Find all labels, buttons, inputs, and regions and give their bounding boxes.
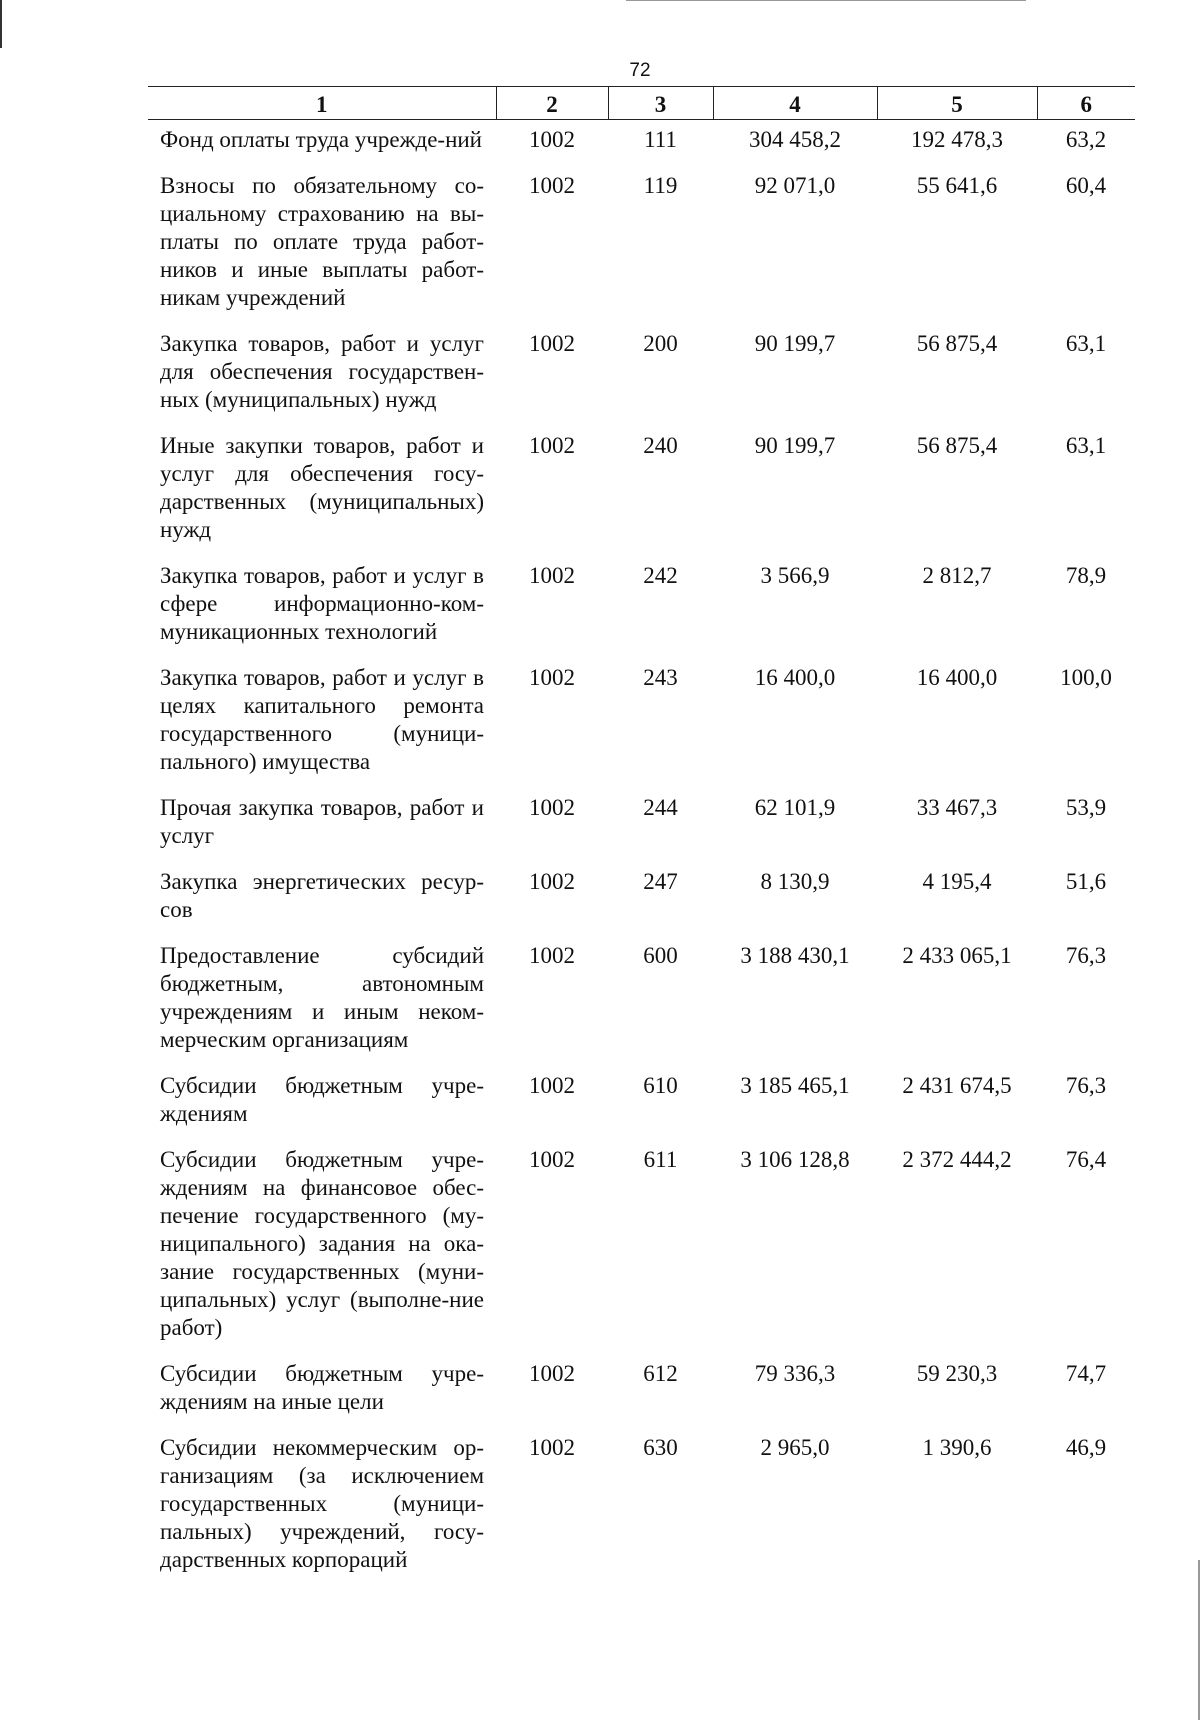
row-value-col-4: 2 965,0 [760, 1435, 830, 1460]
row-value-col-5: 1 390,6 [922, 1435, 992, 1460]
row-value-col-3: 611 [643, 1147, 678, 1172]
row-description: Иные закупки товаров, работ и услуг для обеспечения госу-дарственных (муниципальных) нужд [160, 433, 484, 542]
row-description: Субсидии бюджетным учре-ждениям на иные цели [160, 1361, 484, 1414]
scan-edge-top [626, 0, 1026, 1]
row-value-col-5: 2 433 065,1 [902, 943, 1012, 968]
header-col-1: 1 [148, 87, 496, 120]
row-value-col-3: 243 [643, 665, 678, 690]
row-value-col-3: 612 [643, 1361, 678, 1386]
row-value-col-4: 3 106 128,8 [740, 1147, 850, 1172]
header-col-6: 6 [1037, 87, 1135, 120]
budget-table-wrapper [148, 86, 1135, 1586]
row-value-col-5: 33 467,3 [916, 795, 998, 820]
table-row [148, 1428, 1135, 1586]
scan-edge-left [0, 0, 2, 48]
row-value-col-4: 3 188 430,1 [740, 943, 850, 968]
row-description: Взносы по обязательному со-циальному страхованию на вы-платы по оплате труда работ-ников и иные выплаты работ-никам учреждений [160, 173, 484, 310]
budget-table [148, 86, 1135, 1586]
row-value-col-3: 600 [643, 943, 678, 968]
row-value-col-3: 242 [643, 563, 678, 588]
row-value-col-5: 2 431 674,5 [902, 1073, 1012, 1098]
row-value-col-4: 90 199,7 [754, 433, 836, 458]
header-col-5: 5 [877, 87, 1037, 120]
row-value-col-6: 74,7 [1065, 1361, 1107, 1386]
row-value-col-6: 63,1 [1065, 433, 1107, 458]
row-value-col-2: 1002 [529, 869, 575, 894]
row-description: Закупка товаров, работ и услуг в сфере информационно-ком-муникационных технологий [160, 563, 484, 644]
row-description: Закупка товаров, работ и услуг для обеспечения государствен-ных (муниципальных) нужд [160, 331, 484, 412]
table-row [148, 556, 1135, 658]
row-value-col-2: 1002 [529, 1361, 575, 1386]
table-row [148, 862, 1135, 936]
row-value-col-3: 119 [643, 173, 678, 198]
row-value-col-6: 51,6 [1065, 869, 1107, 894]
row-value-col-3: 630 [643, 1435, 678, 1460]
row-value-col-6: 60,4 [1065, 173, 1107, 198]
row-value-col-4: 90 199,7 [754, 331, 836, 356]
row-value-col-2: 1002 [529, 943, 575, 968]
header-col-4: 4 [713, 87, 877, 120]
row-value-col-4: 3 566,9 [760, 563, 830, 588]
table-row [148, 658, 1135, 788]
row-value-col-5: 55 641,6 [916, 173, 998, 198]
table-header [148, 87, 1135, 120]
row-value-col-4: 3 185 465,1 [740, 1073, 850, 1098]
row-value-col-6: 76,4 [1065, 1147, 1107, 1172]
table-body [148, 120, 1135, 1587]
row-value-col-6: 76,3 [1065, 1073, 1107, 1098]
row-value-col-3: 244 [643, 795, 678, 820]
table-row [148, 936, 1135, 1066]
row-value-col-6: 100,0 [1060, 665, 1112, 690]
row-value-col-2: 1002 [529, 665, 575, 690]
row-value-col-5: 16 400,0 [916, 665, 998, 690]
row-value-col-5: 56 875,4 [916, 331, 998, 356]
row-value-col-2: 1002 [529, 1073, 575, 1098]
row-value-col-4: 62 101,9 [754, 795, 836, 820]
header-col-3: 3 [608, 87, 713, 120]
row-value-col-2: 1002 [529, 127, 575, 152]
row-value-col-2: 1002 [529, 1435, 575, 1460]
row-description: Закупка товаров, работ и услуг в целях капитального ремонта государственного (муници-пального) имущества [160, 665, 484, 774]
row-value-col-5: 192 478,3 [911, 127, 1003, 152]
row-description: Закупка энергетических ресур-сов [160, 869, 484, 922]
row-value-col-6: 78,9 [1065, 563, 1107, 588]
row-value-col-4: 8 130,9 [760, 869, 830, 894]
header-col-2: 2 [496, 87, 608, 120]
row-description: Прочая закупка товаров, работ и услуг [160, 795, 484, 848]
row-value-col-5: 59 230,3 [916, 1361, 998, 1386]
row-value-col-6: 53,9 [1065, 795, 1107, 820]
table-row [148, 788, 1135, 862]
row-value-col-6: 63,2 [1065, 127, 1107, 152]
row-value-col-2: 1002 [529, 433, 575, 458]
row-value-col-2: 1002 [529, 563, 575, 588]
row-value-col-4: 92 071,0 [754, 173, 836, 198]
row-value-col-4: 304 458,2 [749, 127, 841, 152]
row-value-col-3: 240 [643, 433, 678, 458]
table-row [148, 426, 1135, 556]
table-row [148, 1354, 1135, 1428]
page-number: 72 [629, 60, 651, 81]
row-value-col-5: 4 195,4 [922, 869, 992, 894]
table-row [148, 1066, 1135, 1140]
table-row [148, 1140, 1135, 1354]
row-value-col-3: 610 [643, 1073, 678, 1098]
row-value-col-4: 79 336,3 [754, 1361, 836, 1386]
row-description: Субсидии некоммерческим ор-ганизациям (за исключением государственных (муници-пальных) учреждений, госу-дарственных корпораций [160, 1435, 484, 1572]
row-description: Предоставление субсидий бюджетным, автономным учреждениям и иным неком-мерческим организациям [160, 943, 484, 1052]
row-value-col-6: 63,1 [1065, 331, 1107, 356]
row-value-col-4: 16 400,0 [754, 665, 836, 690]
table-row [148, 324, 1135, 426]
row-value-col-5: 2 812,7 [922, 563, 992, 588]
table-row [148, 166, 1135, 324]
row-description: Субсидии бюджетным учре-ждениям [160, 1073, 484, 1126]
row-value-col-2: 1002 [529, 795, 575, 820]
row-description: Субсидии бюджетным учре-ждениям на финансовое обес-печение государственного (му-ниципального) задания на ока-зание государственных (муни-ципальных) услуг (выполне-ние работ) [160, 1147, 484, 1340]
row-value-col-2: 1002 [529, 1147, 575, 1172]
row-description: Фонд оплаты труда учрежде-ний [160, 127, 482, 152]
row-value-col-2: 1002 [529, 173, 575, 198]
row-value-col-3: 247 [643, 869, 678, 894]
row-value-col-2: 1002 [529, 331, 575, 356]
row-value-col-3: 111 [644, 127, 677, 152]
row-value-col-6: 46,9 [1065, 1435, 1107, 1460]
row-value-col-3: 200 [643, 331, 678, 356]
table-row [148, 120, 1135, 167]
row-value-col-5: 2 372 444,2 [902, 1147, 1012, 1172]
row-value-col-5: 56 875,4 [916, 433, 998, 458]
row-value-col-6: 76,3 [1065, 943, 1107, 968]
